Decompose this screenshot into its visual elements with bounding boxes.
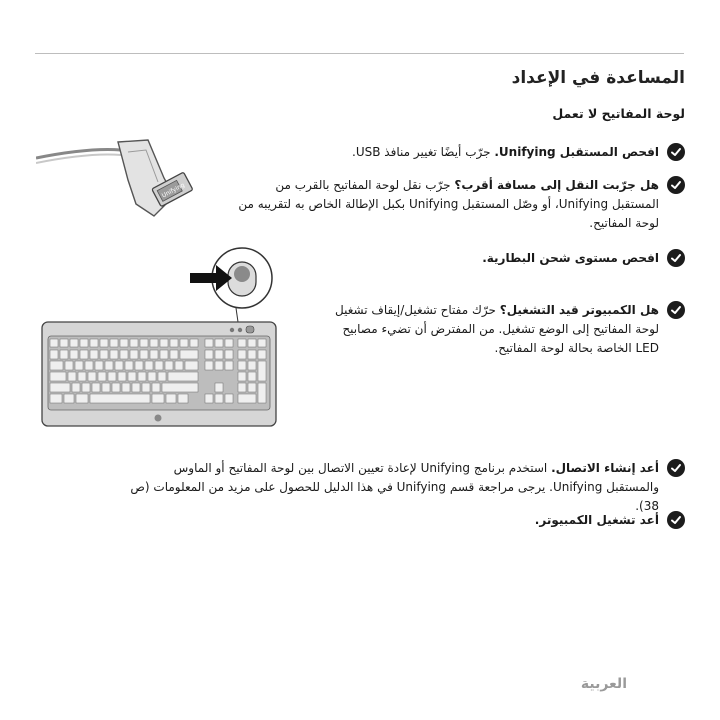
subtitle: لوحة المفاتيح لا تعمل bbox=[552, 106, 685, 121]
checkmark-icon bbox=[667, 143, 685, 161]
checkmark-icon bbox=[667, 176, 685, 194]
item-text: هل الكمبيوتر قيد التشغيل؟ حرّك مفتاح تشغيل/إيقاف تشغيل لوحة المفاتيح إلى الوضع تشغيل. من المفترض أن تضيء مصابيح LED الخاصة بحالة لوحة المفاتيح. bbox=[335, 303, 659, 355]
checklist-item-restart bbox=[465, 511, 685, 530]
checklist-item-power bbox=[335, 301, 685, 358]
usb-receiver-label: Unifying bbox=[160, 181, 186, 200]
keyboard-power-switch bbox=[246, 326, 254, 333]
top-divider bbox=[35, 53, 684, 54]
footer-language: العربية bbox=[580, 676, 627, 692]
checklist-item-reconnect bbox=[120, 459, 685, 516]
item-text: أعد إنشاء الاتصال. استخدم برنامج Unifying لإعادة تعيين الاتصال بين لوحة المفاتيح أو الماوس والمستقبل Unifying. يرجى مراجعة قسم Unifying في هذا الدليل للحصول على مزيد من المعلومات (ص 38). bbox=[130, 461, 659, 513]
checkmark-icon bbox=[667, 301, 685, 319]
usb-receiver-illustration bbox=[36, 130, 196, 230]
section-title: المساعدة في الإعداد bbox=[511, 68, 685, 88]
item-text: افحص المستقبل Unifying. جرّب أيضًا تغيير منافذ USB. bbox=[352, 145, 659, 159]
item-text: هل جرّبت النقل إلى مسافة أقرب؟ جرّب نقل لوحة المفاتيح بالقرب من المستقبل Unifying، أو وصّل المستقبل Unifying بكبل الإطالة الخاص به لتقريبه من لوحة المفاتيح. bbox=[238, 178, 659, 230]
checklist-item-battery bbox=[465, 249, 685, 268]
checkmark-icon bbox=[667, 249, 685, 267]
status-led-icon bbox=[238, 328, 242, 332]
checkmark-icon bbox=[667, 459, 685, 477]
logo-icon bbox=[155, 415, 162, 422]
keyboard-illustration bbox=[40, 240, 280, 430]
checkmark-icon bbox=[667, 511, 685, 529]
item-text: أعد تشغيل الكمبيوتر. bbox=[534, 513, 659, 527]
item-text: افحص مستوى شحن البطارية. bbox=[482, 251, 659, 265]
checklist-item-distance bbox=[230, 176, 685, 233]
checklist-item-receiver bbox=[345, 143, 685, 162]
status-led-icon bbox=[230, 328, 234, 332]
